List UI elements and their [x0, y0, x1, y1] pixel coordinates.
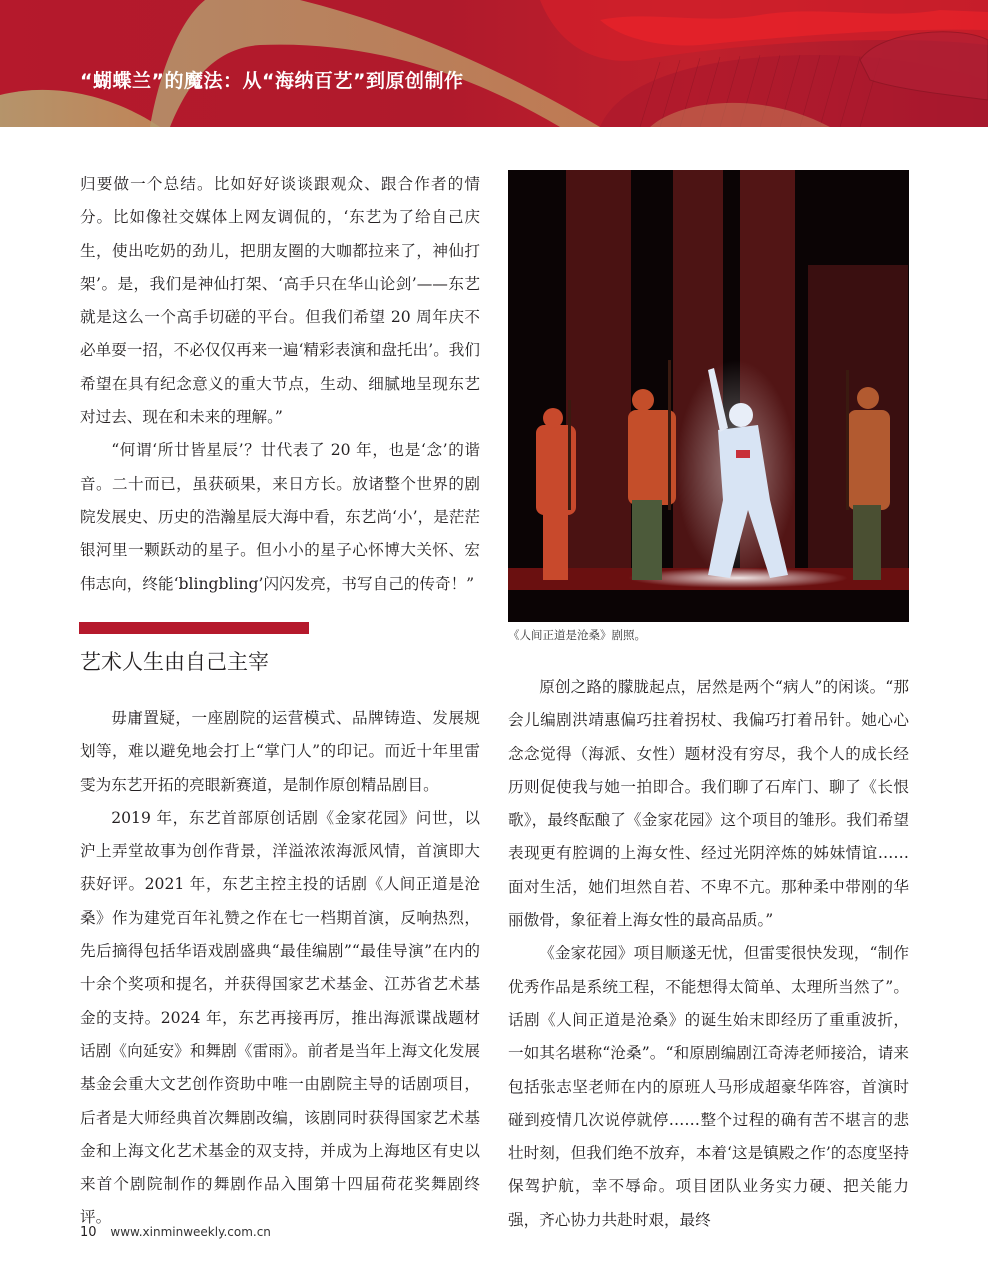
left-column-bottom	[80, 702, 480, 1235]
paragraph: “何谓‘所廿皆星辰’？廿代表了 20 年，也是‘念’的谐音。二十而已，虽获硕果，来日方长。放诸整个世界的剧院发展史、历史的浩瀚星辰大海中看，东艺尚‘小’，是茫茫银河里一颗跃动的星子。但小小的星子心怀博大关怀、宏伟志向，终能‘blingbling’闪闪发亮，书写自己的传奇！”	[80, 441, 480, 593]
website-url: www.xinminweekly.com.cn	[110, 1225, 271, 1239]
section-heading: 艺术人生由自己主宰	[80, 650, 269, 674]
paragraph: 2019 年，东艺首部原创话剧《金家花园》问世，以沪上弄堂故事为创作背景，洋溢浓浓海派风情，首演即大获好评。2021 年，东艺主控主投的话剧《人间正道是沧桑》作为建党百年礼赞之作在七一档期首演，反响热烈，先后摘得包括华语戏剧盛典“最佳编剧”“最佳导演”在内的十余个奖项和提名，并获得国家艺术基金、江苏省艺术基金的支持。2024 年，东艺再接再厉，推出海派谍战题材话剧《向延安》和舞剧《雷雨》。前者是当年上海文化发展基金会重大文艺创作资助中唯一由剧院主导的话剧项目，后者是大师经典首次舞剧改编，该剧同时获得国家艺术基金和上海文化艺术基金的双支持，并成为上海地区有史以来首个剧院制作的舞剧作品入围第十四届荷花奖舞剧终评。	[80, 808, 480, 1227]
banner-artwork	[0, 0, 988, 127]
page-number: 10	[80, 1225, 97, 1240]
page-footer	[80, 1225, 271, 1240]
stage-photo-illustration	[508, 170, 909, 622]
section-divider-bar	[79, 622, 309, 634]
paragraph: 毋庸置疑，一座剧院的运营模式、品牌铸造、发展规划等，难以避免地会打上“掌门人”的印记。而近十年里雷雯为东艺开拓的亮眼新赛道，是制作原创精品剧目。	[80, 709, 480, 794]
photo-caption: 《人间正道是沧桑》剧照。	[508, 628, 646, 642]
left-column-top	[80, 168, 480, 601]
article-series-title: “蝴蝶兰”的魔法：从“海纳百艺”到原创制作	[80, 70, 464, 92]
paragraph: 《金家花园》项目顺遂无忧，但雷雯很快发现，“制作优秀作品是系统工程，不能想得太简单、太理所当然了”。话剧《人间正道是沧桑》的诞生始末即经历了重重波折，一如其名堪称“沧桑”。“和原剧编剧江奇涛老师接洽，请来包括张志坚老师在内的原班人马形成超豪华阵容，首演时碰到疫情几次说停就停……整个过程的确有苦不堪言的悲壮时刻，但我们绝不放弃，本着‘这是镇殿之作’的态度坚持保驾护航，幸不辱命。项目团队业务实力硬、把关能力强，齐心协力共赴时艰，最终	[508, 944, 909, 1229]
header-banner	[0, 0, 988, 127]
paragraph: 归要做一个总结。比如好好谈谈跟观众、跟合作者的情分。比如像社交媒体上网友调侃的，‘东艺为了给自己庆生，使出吃奶的劲儿，把朋友圈的大咖都拉来了，神仙打架’。是，我们是神仙打架、‘高手只在华山论剑’——东艺就是这么一个高手切磋的平台。但我们希望 20 周年庆不必单耍一招，不必仅仅再来一遍‘精彩表演和盘托出’。我们希望在具有纪念意义的重大节点，生动、细腻地呈现东艺对过去、现在和未来的理解。”	[80, 175, 480, 427]
right-column	[508, 671, 909, 1237]
central-figure	[676, 360, 796, 580]
stage-photo	[508, 170, 909, 622]
paragraph: 原创之路的朦胧起点，居然是两个“病人”的闲谈。“那会儿编剧洪靖惠偏巧拄着拐杖、我偏巧打着吊针。她心心念念觉得（海派、女性）题材没有穷尽，我个人的成长经历则促使我与她一拍即合。我们聊了石库门、聊了《长恨歌》，最终酝酿了《金家花园》这个项目的雏形。我们希望表现更有腔调的上海女性、经过光阴淬炼的姊妹情谊……面对生活，她们坦然自若、不卑不亢。那种柔中带刚的华丽傲骨，象征着上海女性的最高品质。”	[508, 678, 909, 930]
backdrop-pillar	[566, 170, 631, 570]
